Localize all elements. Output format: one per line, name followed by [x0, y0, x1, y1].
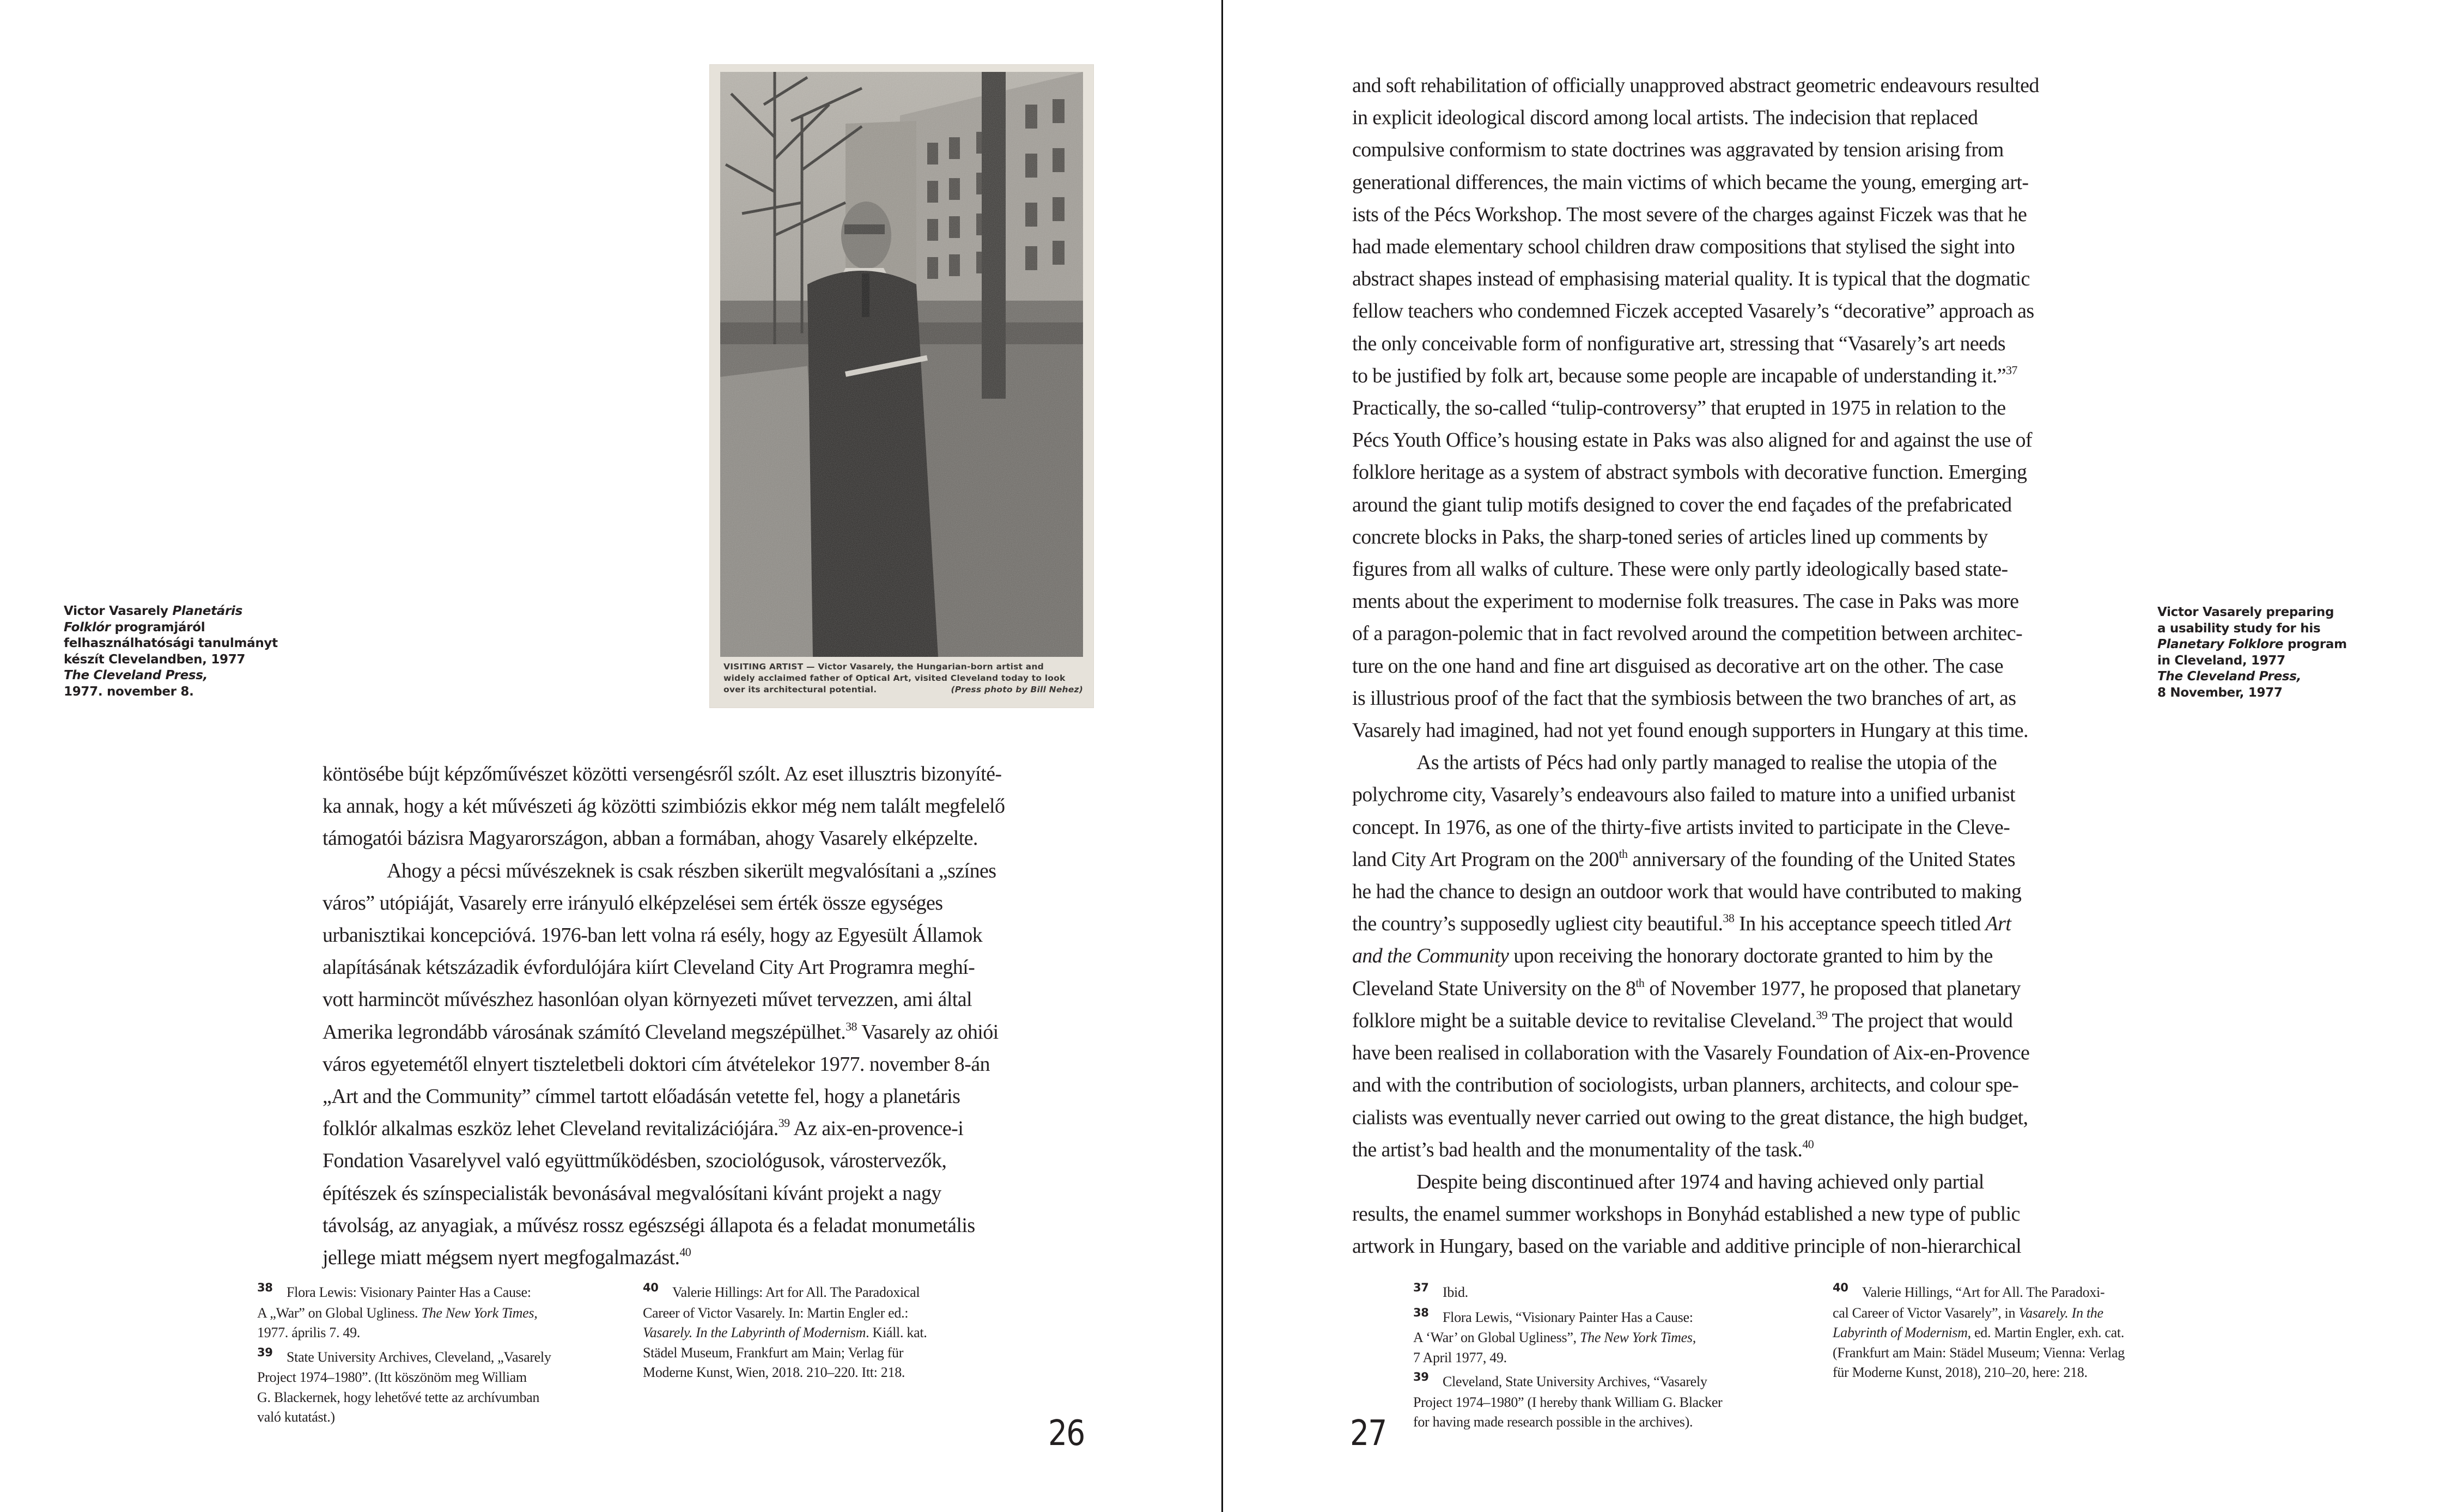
text-line: of a paragon-polemic that in fact revolved around the competition between architec- [1352, 622, 2023, 645]
text-line [1352, 844, 2131, 876]
caption-line [2157, 653, 2386, 669]
footnote-line [672, 1284, 920, 1300]
text-run: Amerika legrondább városának számító Cleveland megszépülhet. [323, 1020, 846, 1044]
text-line: Pécs Youth Office’s housing estate in Paks was also aligned for and against the use of [1352, 429, 2032, 452]
italic-run: The Cleveland Press, [64, 668, 208, 682]
text-line: ture on the one hand and fine art disguised as decorative art on the other. The case [1352, 654, 2004, 678]
footnote-number: 38 [1413, 1306, 1429, 1319]
footnote-number: 37 [1413, 1281, 1429, 1294]
page-gutter-divider [1221, 0, 1223, 1512]
text-run: folklore might be a suitable device to revitalise Cleveland. [1352, 1009, 1816, 1032]
text-line: Ahogy a pécsi művészeknek is csak részben sikerült megvalósítani a „színes [387, 859, 996, 882]
text-run: 7 April 1977, 49. [1413, 1349, 1507, 1365]
text-line: he had the chance to design an outdoor work that would have contributed to making [1352, 880, 2022, 904]
footnote-line [1413, 1328, 1805, 1348]
left-body-text [323, 758, 1092, 1274]
italic-run: The New York Times, [1579, 1330, 1696, 1345]
footnote-line [1413, 1412, 1805, 1432]
text-run: Victor Vasarely preparing [2157, 605, 2334, 619]
photo-illustration [720, 72, 1083, 657]
text-run: programjáról [110, 620, 205, 635]
text-line: the only conceivable form of nonfigurative art, stressing that “Vasarely’s art needs [1352, 332, 2005, 355]
page-number-left: 26 [1048, 1413, 1085, 1454]
image-caption-right [2157, 605, 2386, 701]
footnote [643, 1283, 1002, 1383]
text-line: támogatói bázisra Magyarországon, abban a formában, ahogy Vasarely elképzelte. [323, 827, 978, 850]
footnote-ref: 38 [1723, 911, 1735, 925]
text-run: Flora Lewis: Visionary Painter Has a Cause: [287, 1284, 531, 1300]
text-run: 1977. április 7. 49. [257, 1325, 360, 1340]
footnote-line [1862, 1284, 2105, 1300]
footnote [257, 1283, 606, 1343]
footnote-line [287, 1349, 551, 1365]
text-line: ka annak, hogy a két művészeti ág közötti szimbiózis ekkor még nem talált megfelelő [323, 795, 1005, 818]
text-run: for having made research possible in the archives). [1413, 1414, 1693, 1430]
caption-line [2157, 621, 2386, 637]
footnote-line [1833, 1323, 2192, 1343]
caption-line [2157, 685, 2386, 702]
footnote-ref: 38 [846, 1019, 857, 1033]
text-run: Project 1974–1980”. (Itt köszönöm meg William [257, 1369, 527, 1385]
footnote-number: 40 [643, 1281, 659, 1294]
clipping-caption: VISITING ARTIST — Victor Vasarely, the Hungarian-born artist and widely acclaimed father of Optical Art, visited Cleveland today to look over its architectural potential. (Press photo by Bill Nehez) [723, 662, 1083, 694]
footnotes-left-col2 [643, 1283, 1002, 1387]
caption-line [64, 620, 314, 636]
footnote-line [643, 1303, 1002, 1324]
text-run: of November 1977, he proposed that planetary [1644, 977, 2021, 1000]
text-line: alapításának kétszázadik évfordulójára kiírt Cleveland City Art Programra meghí- [323, 956, 975, 979]
newspaper-clipping [709, 64, 1094, 708]
paragraph [1352, 70, 2131, 747]
footnote-ref: 39 [778, 1116, 790, 1130]
footnote-ref: 37 [2006, 363, 2017, 377]
text-run: Flora Lewis, “Visionary Painter Has a Cause: [1443, 1309, 1693, 1325]
caption-line [2157, 637, 2386, 653]
photo-credit: (Press photo by Bill Nehez) [951, 685, 1083, 694]
text-run: jellege miatt mégsem nyert megfogalmazást. [323, 1246, 680, 1270]
text-line [1352, 1005, 2131, 1037]
text-run: the country’s supposedly ugliest city beautiful. [1352, 912, 1723, 936]
italic-run: Folklór [64, 620, 111, 635]
footnote-line [1413, 1393, 1805, 1413]
text-run: Project 1974–1980” (I hereby thank William G. Blacker [1413, 1394, 1723, 1410]
footnote-line [257, 1407, 606, 1428]
text-line [1352, 940, 2131, 972]
text-line: abstract shapes instead of emphasising material quality. It is typical that the dogmatic [1352, 267, 2030, 291]
footnote-line [1443, 1284, 1468, 1300]
italic-run: Vasarely. In the Labyrinth of Modernism [643, 1325, 866, 1340]
text-line: Despite being discontinued after 1974 and having achieved only partial [1416, 1170, 1984, 1193]
image-caption-left [64, 603, 314, 700]
text-line: had made elementary school children draw compositions that stylised the sight into [1352, 235, 2015, 259]
caption-line [2157, 605, 2386, 621]
caption-line [64, 684, 314, 700]
page-number-right: 27 [1350, 1413, 1386, 1454]
text-run: In his acceptance speech titled [1734, 912, 1986, 936]
text-run: G. Blackernek, hogy lehetővé tette az archívumban [257, 1389, 540, 1405]
text-run: készít Clevelandben, 1977 [64, 652, 246, 667]
text-run: The project that would [1827, 1009, 2013, 1032]
footnote-line [1413, 1348, 1805, 1368]
footnote [1413, 1372, 1805, 1432]
footnote-line [643, 1363, 1002, 1383]
italic-run: Art [1985, 912, 2011, 936]
text-line: and soft rehabilitation of officially unapproved abstract geometric endeavours resulted [1352, 74, 2039, 97]
text-run: Moderne Kunst, Wien, 2018. 210–220. Itt: 218. [643, 1364, 905, 1380]
footnote-line [1833, 1343, 2192, 1363]
footnote-number: 39 [257, 1345, 273, 1359]
text-run: cal Career of Victor Vasarely”, in [1833, 1304, 2019, 1321]
text-run: to be justified by folk art, because some people are incapable of understanding it.” [1352, 364, 2006, 387]
footnote-number: 38 [257, 1281, 273, 1294]
text-run: the artist’s bad health and the monumentality of the task. [1352, 1138, 1803, 1161]
text-run: Az aix-en-provence-i [789, 1117, 964, 1141]
italic-run: Labyrinth of Modernism [1833, 1325, 1968, 1340]
footnote-ref: 39 [1816, 1008, 1828, 1022]
paragraph [323, 758, 1092, 855]
text-run: anniversary of the founding of the United States [1627, 848, 2015, 871]
caption-line [64, 652, 314, 668]
text-line: fellow teachers who condemned Ficzek accepted Vasarely’s “decorative” approach as [1352, 300, 2034, 323]
text-line: have been realised in collaboration with the Vasarely Foundation of Aix-en-Provence [1352, 1041, 2030, 1065]
text-run: Ibid. [1443, 1284, 1468, 1300]
paragraph [1352, 1166, 2131, 1263]
text-line: around the giant tulip motifs designed to cover the end façades of the prefabricated [1352, 493, 2012, 516]
text-line: „Art and the Community” címmel tartott előadásán vetette fel, hogy a planetáris [323, 1085, 960, 1108]
text-run: Valerie Hillings: Art for All. The Paradoxical [672, 1284, 920, 1300]
text-line: cialists was eventually never carried out owing to the great distance, the high budget, [1352, 1106, 2028, 1129]
text-run: State University Archives, Cleveland, „Vasarely [287, 1349, 551, 1365]
text-run: Cleveland, State University Archives, “Vasarely [1443, 1374, 1707, 1389]
text-run: A ‘War’ on Global Ugliness”, [1413, 1330, 1580, 1345]
footnote [257, 1345, 606, 1428]
footnote-line [1443, 1374, 1707, 1389]
vasarely-photo [720, 72, 1083, 657]
footnotes-left-col1 [257, 1283, 606, 1432]
text-line: artwork in Hungary, based on the variable and additive principle of non-hierarchical [1352, 1235, 2022, 1258]
text-run: Städel Museum, Frankfurt am Main; Verlag für [643, 1344, 904, 1361]
text-line: urbanisztikai koncepcióvá. 1976-ban lett volna rá esély, hogy az Egyesült Államok [323, 924, 983, 947]
text-line: város egyetemétől elnyert tiszteletbeli doktori cím átvételekor 1977. november 8-án [323, 1052, 990, 1076]
text-line: Vasarely had imagined, had not yet found enough supporters in Hungary at this time. [1352, 719, 2028, 742]
text-line [323, 1242, 1092, 1274]
text-run: a usability study for his [2157, 621, 2321, 636]
caption-line [2157, 669, 2386, 685]
text-line: results, the enamel summer workshops in Bonyhád established a new type of public [1352, 1203, 2020, 1226]
text-line: figures from all walks of culture. These were only partly ideologically based state- [1352, 558, 2008, 581]
text-run: Valerie Hillings, “Art for All. The Paradoxi- [1862, 1284, 2105, 1300]
footnote-number: 40 [1833, 1281, 1848, 1294]
footnote-line [643, 1323, 1002, 1343]
text-line [323, 1113, 1092, 1145]
italic-run: Vasarely. In the [2018, 1304, 2103, 1321]
italic-run: The New York Times, [421, 1304, 538, 1321]
italic-run: Planetary Folklore [2157, 637, 2284, 651]
text-line: and with the contribution of sociologists, urban planners, architects, and colour spe- [1352, 1074, 2019, 1097]
footnote-line [257, 1368, 606, 1388]
footnotes-right-col2 [1833, 1283, 2192, 1387]
text-run: , ed. Martin Engler, exh. cat. [1967, 1325, 2125, 1340]
text-line: város” utópiáját, Vasarely erre irányuló elképzelései sem érték össze egységes [323, 891, 943, 914]
right-body-text [1352, 70, 2131, 1263]
footnote-ref: 40 [679, 1245, 691, 1259]
text-line [1352, 908, 2131, 940]
footnote-ref: th [1635, 976, 1645, 990]
text-line: concrete blocks in Paks, the sharp-toned series of articles lined up comments by [1352, 525, 1988, 548]
footnote-line [287, 1284, 531, 1300]
footnote-line [257, 1388, 606, 1408]
footnote-ref: 40 [1802, 1137, 1814, 1151]
text-run: Cleveland State University on the 8 [1352, 977, 1636, 1000]
italic-run: and the Community [1352, 944, 1509, 968]
text-line: generational differences, the main victims of which became the young, emerging art- [1352, 170, 2029, 194]
text-line: polychrome city, Vasarely’s endeavours also failed to mature into a unified urbanist [1352, 783, 2015, 807]
text-line: concept. In 1976, as one of the thirty-five artists invited to participate in the Cleve- [1352, 815, 2010, 839]
text-run: Career of Victor Vasarely. In: Martin Engler ed.: [643, 1304, 909, 1321]
text-run: in Cleveland, 1977 [2157, 653, 2285, 668]
text-line: compulsive conformism to state doctrines was aggravated by tension arising from [1352, 138, 2004, 162]
text-run: való kutatást.) [257, 1409, 335, 1425]
footnotes-right-col1 [1413, 1283, 1805, 1437]
footnote-ref: th [1619, 846, 1628, 861]
text-line: in explicit ideological discord among local artists. The indecision that replaced [1352, 106, 1978, 130]
italic-run: Planetáris [172, 604, 243, 618]
text-run: (Frankfurt am Main: Städel Museum; Vienna: Verlag [1833, 1344, 2125, 1361]
text-run: 8 November, 1977 [2157, 685, 2283, 700]
text-run: A „War” on Global Ugliness. [257, 1304, 422, 1321]
text-line [323, 1016, 1092, 1048]
text-run: für Moderne Kunst, 2018), 210–20, here: 218. [1833, 1364, 2088, 1380]
text-line: Practically, the so-called “tulip-controversy” that erupted in 1975 in relation to the [1352, 397, 2006, 420]
text-line: folklore heritage as a system of abstract symbols with decorative function. Emerging [1352, 461, 2027, 484]
footnote-number: 39 [1413, 1370, 1429, 1383]
footnote-line [1833, 1363, 2192, 1383]
footnote-line [643, 1343, 1002, 1363]
italic-run: The Cleveland Press, [2157, 669, 2302, 684]
footnote-line [257, 1323, 606, 1343]
text-line [1352, 360, 2131, 392]
text-line: építészek és színspecialisták bevonásával megvalósítani kívánt projekt a nagy [323, 1181, 941, 1205]
text-line [1352, 973, 2131, 1005]
caption-line [64, 636, 314, 652]
text-line [1352, 1134, 2131, 1166]
paragraph [1352, 747, 2131, 1166]
text-line: As the artists of Pécs had only partly managed to realise the utopia of the [1416, 751, 1997, 775]
footnote-line [1443, 1309, 1693, 1325]
footnote [1413, 1308, 1805, 1368]
text-line: távolság, az anyagiak, a művész rossz egészségi állapota és a feladat monumetális [323, 1214, 975, 1237]
text-line: ments about the experiment to modernise folk treasures. The case in Paks was more [1352, 590, 2019, 613]
paragraph [323, 855, 1092, 1275]
footnote [1833, 1283, 2192, 1383]
text-run: felhasználhatósági tanulmányt [64, 636, 278, 650]
text-line: is illustrious proof of the fact that the symbiosis between the two branches of art, as [1352, 686, 2016, 710]
text-run: upon receiving the honorary doctorate granted to him by the [1509, 944, 1993, 968]
text-run: 1977. november 8. [64, 684, 194, 699]
text-run: Vasarely az ohiói [856, 1020, 999, 1044]
footnote [1413, 1283, 1805, 1303]
text-run: folklór alkalmas eszköz lehet Cleveland revitalizációjára. [323, 1117, 778, 1141]
text-run: program [2283, 637, 2347, 651]
text-line: ists of the Pécs Workshop. The most severe of the charges against Ficzek was that he [1352, 203, 2027, 226]
caption-line [64, 668, 314, 684]
text-run: land City Art Program on the 200 [1352, 848, 1619, 871]
text-line: Fondation Vasarelyvel való együttműködésben, szociológusok, várostervezők, [323, 1149, 947, 1173]
footnote-line [1833, 1303, 2192, 1324]
text-line: vott harmincöt művészhez hasonlóan olyan környezeti művet tervezzen, ami által [323, 988, 972, 1011]
text-line: köntösébe bújt képzőművészet közötti versengésről szólt. Az eset illusztris bizonyíté- [323, 763, 1002, 785]
text-run: . Kiáll. kat. [866, 1325, 927, 1340]
text-run: Victor Vasarely [64, 604, 173, 618]
footnote-line [257, 1303, 606, 1324]
caption-line [64, 603, 314, 620]
